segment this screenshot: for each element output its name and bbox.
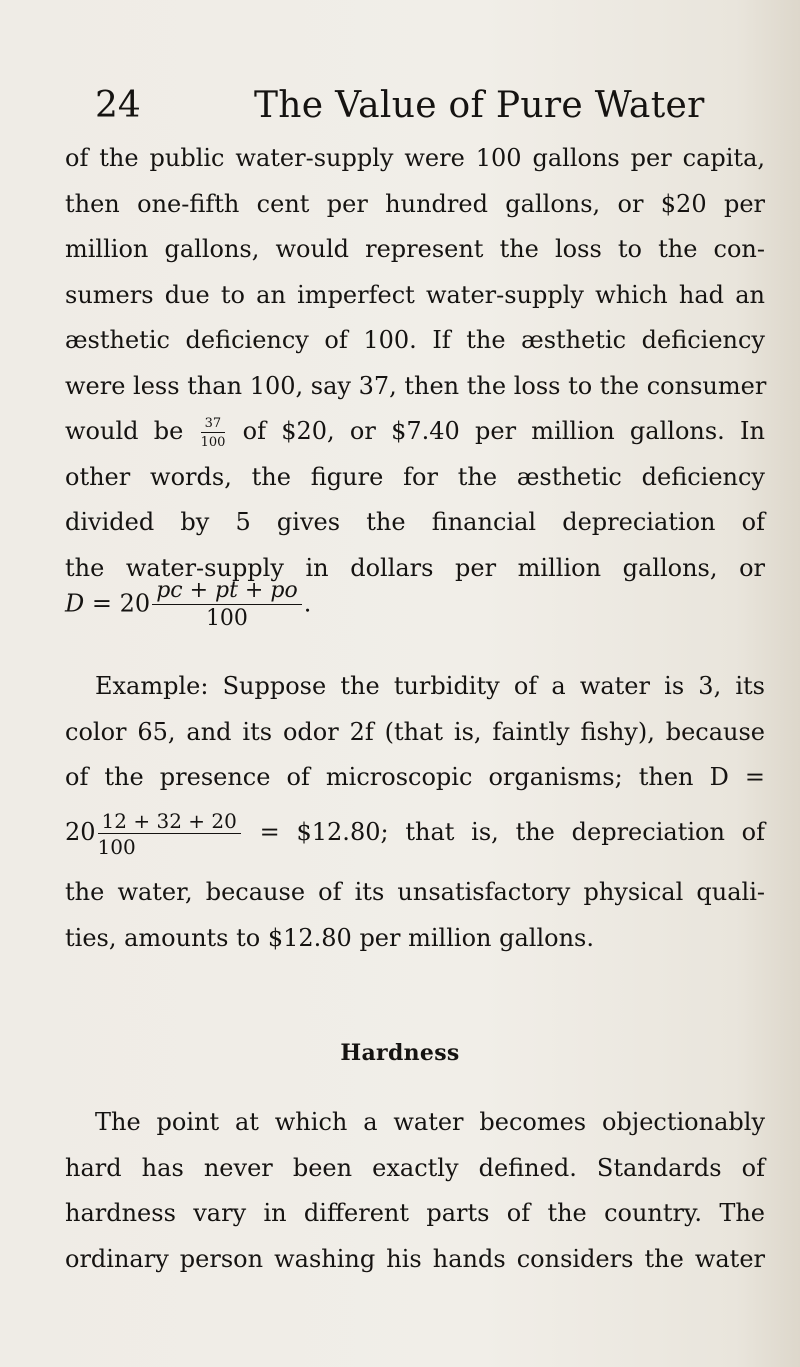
- text-fragment: of $20, or $7.40 per million gallons. In: [242, 417, 765, 445]
- text-line: The point at which a water becomes objectionably: [95, 1108, 765, 1136]
- text-fragment: would be: [65, 417, 184, 445]
- formula-denominator: 100: [205, 606, 248, 631]
- calculation-line: [65, 802, 765, 862]
- formula-coefficient: 20: [119, 589, 151, 618]
- text-line: color 65, and its odor 2f (that is, faintly fishy), because: [65, 717, 765, 746]
- paragraph-water-supply: [65, 136, 765, 591]
- formula-lhs: D: [65, 589, 85, 618]
- text-line: of the presence of microscopic organisms; then D =: [65, 763, 765, 791]
- text-line: ordinary person washing his hands considers the water: [65, 1244, 765, 1273]
- fraction-37-100: [201, 417, 226, 449]
- formula-end: .: [303, 589, 312, 618]
- calc-numerator: 12 + 32 + 20: [98, 811, 241, 834]
- formula-fraction: [152, 580, 302, 630]
- text-line: million gallons, would represent the loss to the con-: [65, 235, 765, 263]
- paragraph-example-end: [65, 870, 765, 961]
- text-line: of the public water-supply were 100 gallons per capita,: [65, 144, 765, 172]
- text-line: ties, amounts to $12.80 per million gallons.: [65, 923, 594, 952]
- text-line: the water-supply in dollars per million gallons, or: [65, 553, 765, 582]
- text-line: [65, 409, 765, 455]
- fraction-denominator: 100: [200, 434, 226, 450]
- text-line: the water, because of its unsatisfactory physical quali-: [65, 878, 765, 906]
- calc-coefficient: 20: [65, 818, 96, 846]
- calc-rest: that is, the depreciation of: [405, 818, 765, 846]
- running-title: The Value of Pure Water: [254, 85, 705, 126]
- formula-numerator: pc + pt + po: [152, 580, 302, 605]
- text-line: divided by 5 gives the financial depreciation of: [65, 508, 765, 536]
- page-number: 24: [95, 85, 141, 126]
- depreciation-formula: [65, 580, 311, 630]
- text-line: then one-fifth cent per hundred gallons, or $20 per: [65, 189, 765, 218]
- text-line: æsthetic deficiency of 100. If the æsthetic deficiency: [65, 326, 765, 354]
- paragraph-hardness: [65, 1100, 765, 1282]
- calc-result: = $12.80;: [259, 818, 389, 846]
- text-line: hard has never been exactly defined. Standards of: [65, 1153, 765, 1182]
- calc-fraction: [97, 808, 241, 859]
- text-line: were less than 100, say 37, then the loss to the consumer: [65, 371, 767, 400]
- fraction-numerator: 37: [201, 417, 226, 433]
- paragraph-example: [65, 664, 765, 801]
- calc-denominator: 100: [97, 834, 136, 859]
- example-calculation: [65, 802, 765, 862]
- formula-equals: =: [91, 589, 112, 618]
- section-heading-hardness: Hardness: [340, 1040, 460, 1066]
- text-line: hardness vary in different parts of the country. The: [65, 1199, 765, 1227]
- text-line: Example: Suppose the turbidity of a water is 3, its: [95, 672, 765, 700]
- text-line: sumers due to an imperfect water-supply which had an: [65, 280, 765, 309]
- text-line: other words, the figure for the æsthetic deficiency: [65, 462, 765, 491]
